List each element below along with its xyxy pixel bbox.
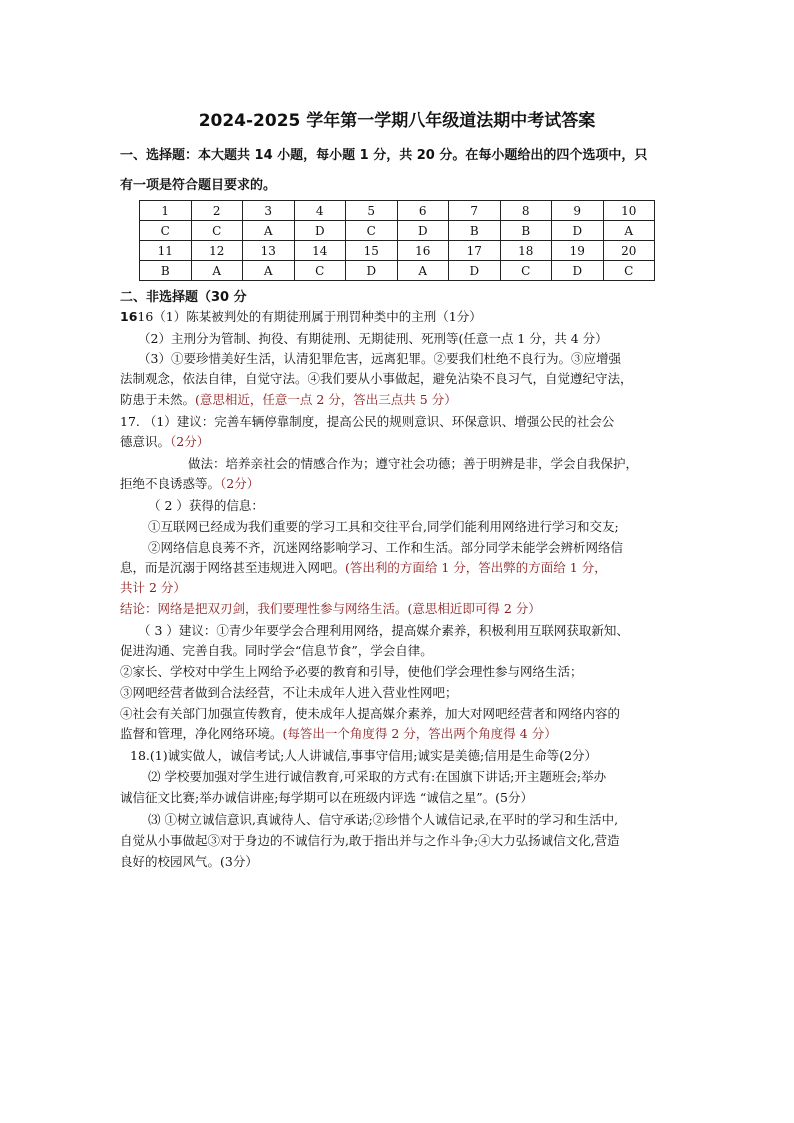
answer-table-cell: D (449, 261, 501, 281)
answer-table-row (140, 221, 655, 241)
q17-2-conclusion: 结论：网络是把双刃剑，我们要理性参与网络生活。(意思相近即可得 2 分） (120, 601, 541, 616)
answer-table-cell: 15 (346, 241, 398, 261)
q17-3-line5: ④社会有关部门加强宣传教育，使未成年人提高媒介素养，加大对网吧经营者和网络内容的 (120, 706, 621, 721)
answer-table-cell: 6 (397, 201, 449, 221)
q17-1-line1: 17. （1）建议：完善车辆停靠制度，提高公民的规则意识、环保意识、增强公民的社会公 (120, 414, 615, 429)
answer-table-cell: 16 (397, 241, 449, 261)
q17-3-line2: 促进沟通、完善自我。同时学会“信息节食”，学会自律。 (120, 643, 433, 658)
q18-3-line3: 良好的校园风气。(3分） (120, 854, 258, 869)
answer-table-cell: 19 (552, 241, 604, 261)
answer-table-cell: 12 (191, 241, 243, 261)
answer-table-cell: D (397, 221, 449, 241)
answer-table-cell: 17 (449, 241, 501, 261)
answer-table-cell: B (449, 221, 501, 241)
answer-table-cell: A (191, 261, 243, 281)
answer-table-cell: D (552, 221, 604, 241)
answer-table-cell: B (140, 261, 192, 281)
answer-table-cell: C (500, 261, 552, 281)
section2-heading: 二、非选择题（30 分 (120, 290, 247, 305)
q17-3-line6: 监督和管理，净化网络环境。(每答出一个角度得 2 分，答出两个角度得 4 分） (120, 726, 557, 741)
answer-table-cell: 2 (191, 201, 243, 221)
q16-1: 1616（1）陈某被判处的有期徒刑属于刑罚种类中的主刑（1分） (120, 309, 482, 324)
answer-table-cell: A (243, 261, 295, 281)
q16-2: （2）主刑分为管制、拘役、有期徒刑、无期徒刑、死刑等(任意一点 1 分，共 4 分） (138, 331, 608, 346)
q16-3-line3: 防患于未然。(意思相近，任意一点 2 分，答出三点共 5 分） (120, 392, 457, 407)
q17-3-line3: ②家长、学校对中学生上网给予必要的教育和引导，使他们学会理性参与网络生活； (120, 664, 583, 679)
answer-table-cell: C (294, 261, 346, 281)
answer-table-cell: A (603, 221, 655, 241)
q16-3-line2: 法制观念，依法自律，自觉守法。④我们要从小事做起，避免沾染不良习气，自觉遵纪守法， (120, 371, 633, 386)
q17-1-line4: 拒绝不良诱惑等。（2分） (120, 476, 260, 491)
answer-table-cell: D (346, 261, 398, 281)
q17-3-line4: ③网吧经营者做到合法经营，不让未成年人进入营业性网吧； (120, 685, 458, 700)
answer-table-cell: 4 (294, 201, 346, 221)
answer-table-cell: D (294, 221, 346, 241)
q18-3-line1: ⑶ ①树立诚信意识,真诚待人、信守承诺;②珍惜个人诚信记录,在平时的学习和生活中, (148, 812, 619, 827)
q17-1-line3: 做法：培养亲社会的情感合作为；遵守社会功德；善于明辨是非，学会自我保护， (188, 456, 639, 471)
q17-1-line2: 德意识。（2分） (120, 434, 210, 449)
answer-table-row (140, 201, 655, 221)
answer-table-cell: C (191, 221, 243, 241)
answer-table-cell: B (500, 221, 552, 241)
answer-table-cell: A (243, 221, 295, 241)
answer-table-cell: C (346, 221, 398, 241)
answer-table-cell: 1 (140, 201, 192, 221)
q18-3-line2: 自觉从小事做起③对于身边的不诚信行为,敢于指出并与之作斗争;④大力弘扬诚信文化,营造 (120, 833, 620, 848)
answer-table-row (140, 241, 655, 261)
answer-table-cell: 14 (294, 241, 346, 261)
q18-1: 18.(1)诚实做人，诚信考试;人人讲诚信,事事守信用;诚实是美德;信用是生命等(2分） (130, 748, 598, 763)
answer-table-cell: 3 (243, 201, 295, 221)
answer-table-cell: 20 (603, 241, 655, 261)
q18-2-line1: ⑵ 学校要加强对学生进行诚信教育,可采取的方式有:在国旗下讲话;开主题班会;举办 (148, 769, 607, 784)
answer-table-cell: 9 (552, 201, 604, 221)
q17-2-info2-line2: 息，而是沉溺于网络甚至违规进入网吧。(答出利的方面给 1 分，答出弊的方面给 1 分， (120, 560, 607, 575)
answer-table-cell: 18 (500, 241, 552, 261)
answer-table-cell: C (603, 261, 655, 281)
page-title: 2024-2025 学年第一学期八年级道法期中考试答案 (198, 111, 596, 131)
q17-2-info1: ①互联网已经成为我们重要的学习工具和交往平台,同学们能利用网络进行学习和交友; (148, 519, 619, 534)
q16-3-line1: （3）①要珍惜美好生活，认清犯罪危害，远离犯罪。②要我们杜绝不良行为。③应增强 (138, 351, 621, 366)
answer-table-cell: 13 (243, 241, 295, 261)
q17-2-info2-line1: ②网络信息良莠不齐，沉迷网络影响学习、工作和生活。部分同学未能学会辨析网络信 (148, 540, 624, 555)
answer-table-cell: 5 (346, 201, 398, 221)
answer-table-cell: D (552, 261, 604, 281)
answer-table-cell: A (397, 261, 449, 281)
section1-heading-line1: 一、选择题：本大题共 14 小题，每小题 1 分，共 20 分。在每小题给出的四个选项中，只 (120, 148, 648, 163)
answer-table-cell: C (140, 221, 192, 241)
q18-2-line2: 诚信征文比赛;举办诚信讲座;每学期可以在班级内评选 “诚信之星”。(5分） (120, 790, 534, 805)
answer-table-cell: 11 (140, 241, 192, 261)
answer-table-cell: 8 (500, 201, 552, 221)
section1-heading-line2: 有一项是符合题目要求的。 (120, 178, 277, 193)
answer-table-row (140, 261, 655, 281)
answer-table-cell: 7 (449, 201, 501, 221)
q17-3-line1: （ 3 ）建议：①青少年要学会合理利用网络，提高媒介素养，积极利用互联网获取新知、 (138, 623, 629, 638)
q17-2-heading: （ 2 ）获得的信息： (148, 498, 264, 513)
answer-table (139, 200, 655, 281)
q17-2-info2-line3: 共计 2 分） (120, 580, 186, 595)
answer-table-cell: 10 (603, 201, 655, 221)
